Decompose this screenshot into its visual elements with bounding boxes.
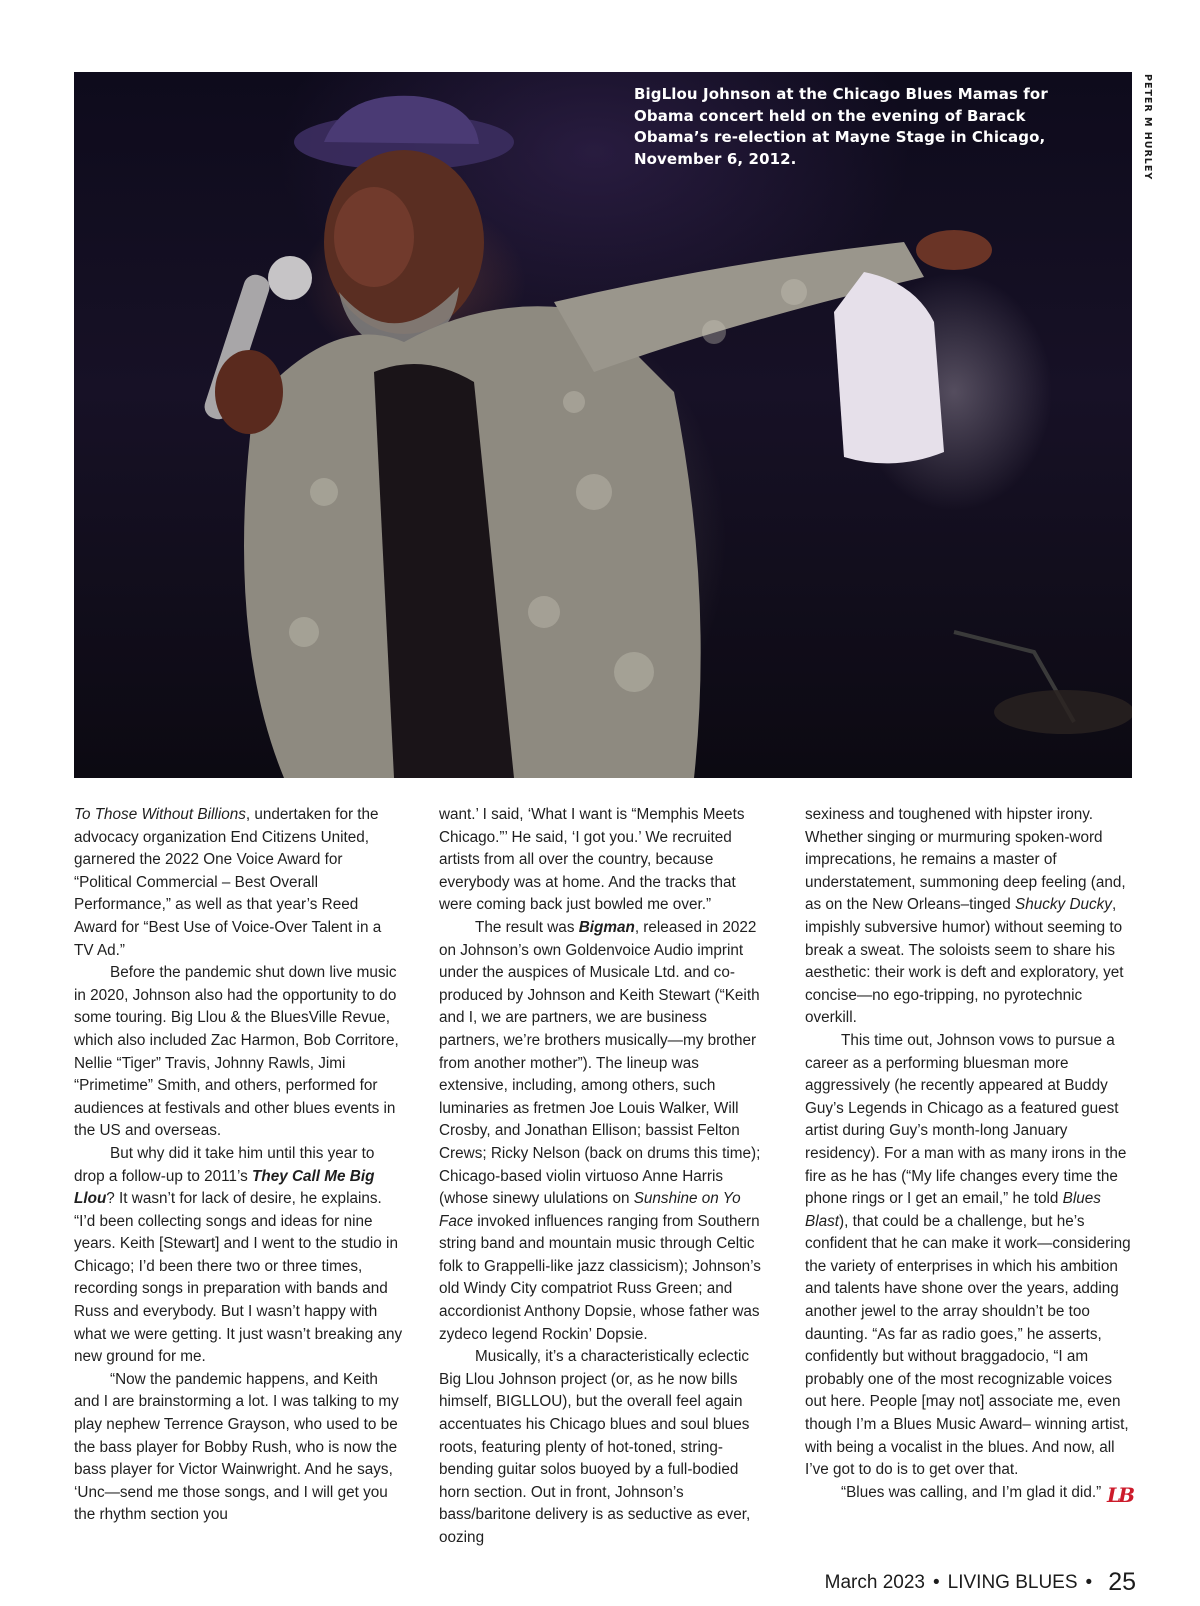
paragraph-text: ), that could be a challenge, but he’s confident that he can make it work—considering the variety of enterprises in which his ambition and talents have shone over the years, adding another jewel to the array shouldn’t be too daunting. “As far as radio goes,” he asserts, confidently but without braggadocio, “I am probably one of the most recognizable voices out here. People [may not] associate me, even though I’m a Blues Music Award– winning artist, with being a vocalist in the blues. And now, all I’ve got to do is to get over that. (805, 1212, 1131, 1479)
paragraph-text: But why did it take him until this year to drop a follow-up to 2011’s (74, 1144, 375, 1185)
separator: • (1085, 1572, 1093, 1593)
paragraph-text: , undertaken for the advocacy organization End Citizens United, garnered the 2022 One Voice Award for “Political Commercial – Best Overall Performance,” as well as that year’s Reed Award for “Best Use of Voice-Over Talent in a TV Ad.” (74, 806, 382, 959)
publication-title: Blues Blast (805, 1190, 1101, 1230)
article-column-2 (439, 804, 769, 1550)
paragraph: Before the pandemic shut down live music in 2020, Johnson also had the opportunity to do some touring. Big Llou & the BluesVille Revue, which also included Zac Harmon, Bob Corritore, Nellie “Tiger” Travis, Johnny Rawls, Jimi “Primetime” Smith, and others, performed for audiences at festivals and other blues events in the US and overseas. (74, 964, 399, 1140)
paragraph-text: This time out, Johnson vows to pursue a career as a performing bluesman more aggressively (he recently appeared at Buddy Guy’s Legends in Chicago as a featured guest artist during Guy’s month-long January residency). For a man with as many irons in the fire as he has (“My life changes every time the phone rings or I get an email,” he told (805, 1031, 1127, 1208)
photo-credit: PETER M HURLEY (1142, 74, 1153, 181)
song-title: Sunshine on Yo Face (439, 1190, 741, 1230)
paragraph-text: ? It wasn’t for lack of desire, he explains. “I’d been collecting songs and ideas for nine years. Keith [Stewart] and I went to the studio in Chicago; I’d been there two or three times, recording songs in preparation with bands and Russ and everybody. But I wasn’t happy with what we were getting. It just wasn’t breaking any new ground for me. (74, 1190, 403, 1366)
photo-caption: BigLlou Johnson at the Chicago Blues Mamas for Obama concert held on the evening of Barack Obama’s re-election at Mayne Stage in Chicago, November 6, 2012. (634, 85, 1048, 168)
article-column-1 (74, 804, 404, 1527)
album-title: They Call Me Big Llou (74, 1167, 375, 1208)
commercial-title: To Those Without Billions (74, 806, 246, 823)
song-title: Shucky Ducky (1015, 896, 1112, 914)
album-title: Bigman (578, 918, 635, 936)
paragraph (74, 804, 404, 962)
paragraph: Musically, it’s a characteristically eclectic Big Llou Johnson project (or, as he now bills himself, BIGLLOU), but the overall feel again accentuates his Chicago blues and soul blues roots, featuring plenty of hot-toned, string-bending guitar solos buoyed by a full-bodied horn section. Out in front, Johnson’s bass/baritone delivery is as seductive as ever, oozing (439, 1348, 751, 1546)
separator: • (932, 1572, 940, 1593)
magazine-name: LIVING BLUES (947, 1572, 1078, 1593)
paragraph: “Blues was calling, and I’m glad it did.” (841, 1483, 1102, 1501)
paragraph (74, 1143, 404, 1369)
paragraph-text: The result was (475, 918, 579, 936)
page-footer (825, 1568, 1136, 1597)
paragraph (439, 917, 769, 1346)
paragraph: want.’ I said, ‘What I want is “Memphis Meets Chicago.”’ He said, ‘I got you.’ We recruited artists from all over the country, because everybody was at home. And the tracks that were coming back just bowled me over.” (439, 806, 745, 914)
paragraph-text: invoked influences ranging from Southern string band and mountain music through Celtic folk to Grappelli-like jazz classicism); Johnson’s old Windy City compatriot Russ Green; and accordionist Anthony Dopsie, whose father was zydeco legend Rockin’ Dopsie. (439, 1212, 761, 1343)
paragraph: “Now the pandemic happens, and Keith and I are brainstorming a lot. I was talking to my play nephew Terrence Grayson, who used to be the bass player for Bobby Rush, who is now the bass player for Victor Wainwright. And he says, ‘Unc—send me those songs, and I will get you the rhythm section you (74, 1370, 399, 1524)
paragraph (805, 804, 1135, 1030)
concert-photo (74, 72, 1132, 778)
performer-illustration (74, 72, 1132, 778)
paragraph-text: , released in 2022 on Johnson’s own Goldenvoice Audio imprint under the auspices of Musicale Ltd. and co-produced by Johnson and Keith Stewart (“Keith and I, we are partners, we are business partners, we’re brothers musically—my brother from another mother”). The lineup was extensive, including, among others, such luminaries as fretmen Joe Louis Walker, Will Crosby, and Jonathan Ellison; bassist Felton Crews; Ricky Nelson (back on drums this time); Chicago-based violin virtuoso Anne Harris (whose sinewy ululations on (439, 918, 761, 1208)
paragraph-text: sexiness and toughened with hipster irony. Whether singing or murmuring spoken-word imprecations, he remains a master of understatement, summoning deep feeling (and, as on the New Orleans–tinged (805, 806, 1126, 914)
paragraph-text: , impishly subversive humor) without seeming to break a sweat. The soloists seem to share his aesthetic: their work is deft and exploratory, yet concise—no ego-tripping, no pyrotechnic overkill. (805, 896, 1124, 1027)
end-mark-logo: LB (1107, 1483, 1132, 1507)
article-column-3 (805, 804, 1135, 1504)
paragraph (805, 1030, 1135, 1482)
page-number: 25 (1108, 1568, 1136, 1596)
issue-date: March 2023 (824, 1572, 925, 1593)
